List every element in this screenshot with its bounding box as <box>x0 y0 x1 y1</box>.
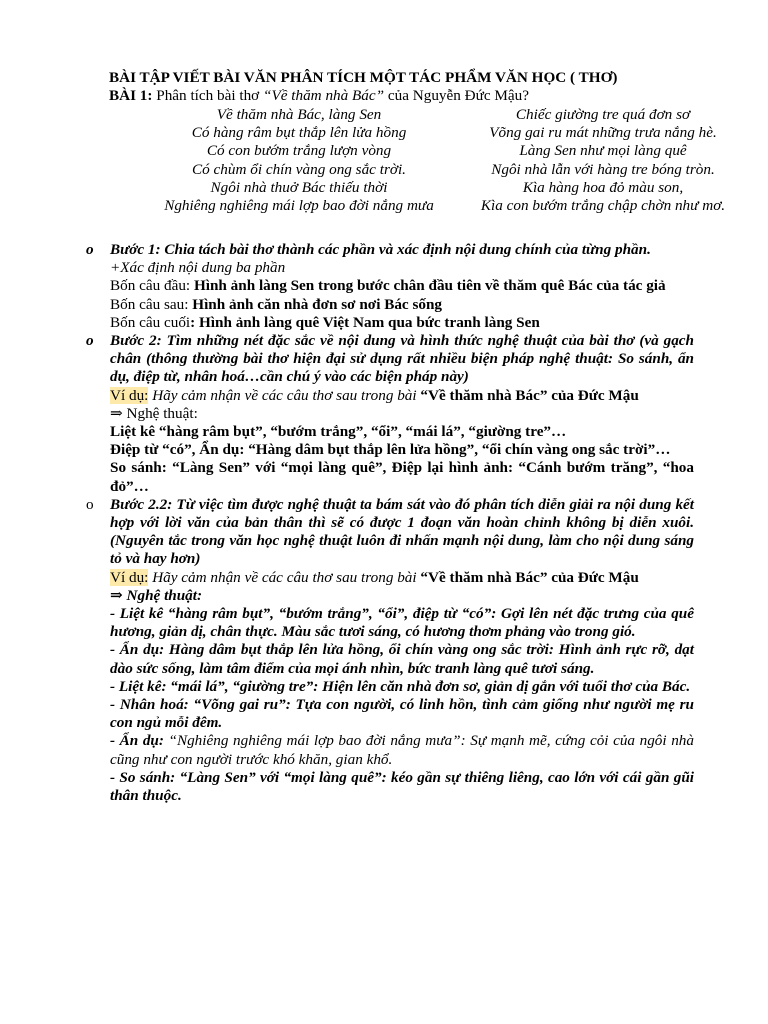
step-1-sub: +Xác định nội dung ba phần <box>110 259 286 277</box>
example-label: Ví dụ: <box>110 386 149 404</box>
poem-right-column <box>472 106 734 215</box>
step-2-art-label: ⇒ Nghệ thuật: <box>110 404 198 422</box>
exercise-poem-title: “Về thăm nhà Bác” <box>263 87 385 104</box>
example-label: Ví dụ: <box>110 568 149 586</box>
exercise-label: BÀI 1: <box>109 87 153 104</box>
document-title: BÀI TẬP VIẾT BÀI VĂN PHÂN TÍCH MỘT TÁC PHẨM VĂN HỌC ( THƠ) <box>109 69 618 86</box>
step-1-part-3 <box>110 314 694 332</box>
poem-line: Có hàng râm bụt thắp lên lửa hồng <box>191 124 407 142</box>
poem-line: Có con bướm trắng lượn vòng <box>206 142 392 160</box>
exercise-prefix: Phân tích bài thơ <box>152 87 264 104</box>
part-text: Hình ảnh căn nhà đơn sơ nơi Bác sống <box>192 295 443 313</box>
example-title: “Về thăm nhà Bác” của Đức Mậu <box>420 386 639 404</box>
step-2-heading: Bước 2: Tìm những nét đặc sắc về nội dung và hình thức nghệ thuật của bài thơ (và gạch chân (thông thường bài thơ hiện đại sử dụng rất nhiều biện pháp nghệ thuật: So sánh, ẩn dụ, điệp từ, nhân hoá…cần chú ý vào các biện pháp này) <box>110 332 694 386</box>
step-2-line-3: So sánh: “Làng Sen” với “mọi làng quê”, Điệp lại hình ảnh: “Cánh bướm trăng”, “hoa đỏ”… <box>110 459 694 495</box>
analysis-paragraph-4: - Nhân hoá: “Võng gai ru”: Tựa con người, có linh hồn, tình cảm giống như người mẹ ru con ngủ mỗi đêm. <box>110 696 694 732</box>
step-2-2-example <box>110 569 694 587</box>
poem-line: Kìa hàng hoa đỏ màu son, <box>522 178 684 196</box>
step-2-example <box>110 387 694 405</box>
poem-line: Làng Sen như mọi làng quê <box>519 142 687 160</box>
step-1-part-2 <box>110 296 694 314</box>
step-1-heading: Bước 1: Chia tách bài thơ thành các phần và xác định nội dung chính của từng phần. <box>110 241 651 258</box>
poem-line: Chiếc giường tre quá đơn sơ <box>515 106 691 123</box>
step-1 <box>86 241 694 332</box>
analysis-paragraph-1: - Liệt kê “hàng râm bụt”, “bướm trắng”, “ổi”, điệp từ “có”: Gợi lên nét đặc trưng của quê hương, giản dị, chân thực. Màu sắc tươi sáng, có hương thơm phảng vào trong gió. <box>110 605 694 641</box>
poem-line: Về thăm nhà Bác, làng Sen <box>216 106 382 123</box>
example-text: Hãy cảm nhận về các câu thơ sau trong bài <box>148 386 421 404</box>
example-text: Hãy cảm nhận về các câu thơ sau trong bài <box>148 568 421 586</box>
poem-line: Võng gai ru mát những trưa nắng hè. <box>489 124 717 142</box>
step-2-line-1: Liệt kê “hàng râm bụt”, “bướm trắng”, “ổi”, “mái lá”, “giường tre”… <box>110 423 567 441</box>
poem-line: Ngôi nhà lẫn với hàng tre bóng tròn. <box>491 160 715 178</box>
poem-line: Kìa con bướm trắng chập chờn như mơ. <box>480 197 726 215</box>
bullet-marker: o <box>86 241 94 258</box>
step-2-2-art-label: ⇒ Nghệ thuật: <box>110 586 203 604</box>
paragraph-text: “Nghiêng nghiêng mái lợp bao đời nắng mưa”: Sự mạnh mẽ, cứng cỏi của ngôi nhà cũng như con người trước khó khăn, gian khổ. <box>110 732 694 768</box>
document-body <box>86 241 694 805</box>
poem-line: Có chùm ổi chín vàng ong sắc trời. <box>192 160 406 178</box>
exercise-suffix: của Nguyễn Đức Mậu? <box>384 87 529 104</box>
bullet-marker: o <box>86 332 94 350</box>
poem-line: Ngôi nhà thuở Bác thiếu thời <box>210 178 388 196</box>
paragraph-label: - Ẩn dụ: <box>110 732 169 750</box>
part-label: Bốn câu đầu: <box>110 277 194 295</box>
step-2-2 <box>86 495 694 805</box>
step-2 <box>86 332 694 496</box>
exercise-heading <box>109 87 529 105</box>
poem-line: Nghiêng nghiêng mái lợp bao đời nắng mưa <box>164 197 434 215</box>
part-text: Hình ảnh làng Sen trong bước chân đầu tiên về thăm quê Bác của tác giả <box>193 277 666 295</box>
analysis-paragraph-5 <box>110 732 694 768</box>
part-label: Bốn câu cuối <box>110 313 191 331</box>
step-2-2-heading: Bước 2.2: Từ việc tìm được nghệ thuật ta bám sát vào đó phân tích diễn giải ra nội dung kết hợp với lời văn của bản thân thì sẽ có được 1 đoạn văn hoàn chỉnh không bị diễn xuôi. (Nguyên tắc trong văn học nghệ thuật luôn đi nhấn mạnh nội dung, làm cho nội dung sáng tỏ và hay hơn) <box>110 495 694 568</box>
part-label: Bốn câu sau: <box>110 295 193 313</box>
step-2-line-2: Điệp từ “có”, Ẩn dụ: “Hàng dâm bụt thắp lên lửa hồng”, “ổi chín vàng ong sắc trời”… <box>110 441 671 459</box>
example-title: “Về thăm nhà Bác” của Đức Mậu <box>420 568 639 586</box>
analysis-paragraph-3: - Liệt kê: “mái lá”, “giường tre”: Hiện lên căn nhà đơn sơ, giản dị gắn với tuổi thơ của Bác. <box>110 677 691 695</box>
step-1-part-1 <box>110 277 694 295</box>
analysis-paragraph-2: - Ẩn dụ: Hàng dâm bụt thắp lên lửa hồng, ổi chín vàng ong sắc trời: Hình ảnh rực rỡ, dạt dào sức sống, làm tâm điểm của mọi ánh nhìn, bức tranh làng quê tươi sáng. <box>110 641 694 677</box>
poem-left-column <box>140 106 458 215</box>
analysis-paragraph-6: - So sánh: “Làng Sen” với “mọi làng quê”: kéo gần sự thiêng liêng, cao lớn với cái gần gũi thân thuộc. <box>110 768 694 805</box>
part-text: : Hình ảnh làng quê Việt Nam qua bức tranh làng Sen <box>190 313 540 331</box>
bullet-marker: o <box>86 495 94 513</box>
